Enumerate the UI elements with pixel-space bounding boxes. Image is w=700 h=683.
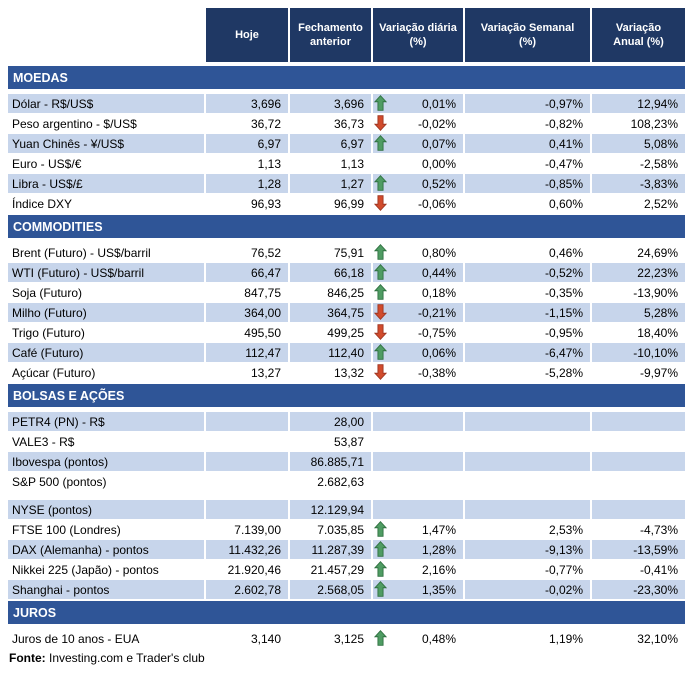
cell-hoje: 1,13 bbox=[206, 154, 290, 173]
cell-variacao-diaria bbox=[373, 243, 465, 262]
cell-fechamento-anterior: 3,125 bbox=[290, 629, 373, 648]
cell-fechamento-anterior: 3,696 bbox=[290, 94, 373, 113]
cell-variacao-diaria bbox=[373, 154, 465, 173]
cell-variacao-semanal: -0,85% bbox=[465, 174, 592, 193]
down-arrow-icon bbox=[374, 115, 387, 131]
cell-variacao-anual: -4,73% bbox=[639, 522, 678, 537]
cell-hoje: 3,696 bbox=[206, 94, 290, 113]
cell-variacao-anual: -0,41% bbox=[639, 562, 678, 577]
cell-fechamento-anterior: 499,25 bbox=[290, 323, 373, 342]
cell-fechamento-anterior: 12.129,94 bbox=[290, 500, 373, 519]
table-row bbox=[8, 540, 685, 559]
variacao-diaria-value: 2,16% bbox=[421, 562, 456, 577]
cell-variacao-semanal: -0,47% bbox=[465, 154, 592, 173]
cell-fechamento-anterior: 11.287,39 bbox=[290, 540, 373, 559]
cell-variacao-semanal: 2,53% bbox=[465, 520, 592, 539]
cell-hoje: 66,47 bbox=[206, 263, 290, 282]
cell-variacao-semanal: 0,46% bbox=[465, 243, 592, 262]
row-label: Índice DXY bbox=[8, 194, 206, 213]
cell-variacao-semanal: -0,02% bbox=[465, 580, 592, 599]
cell-variacao-semanal bbox=[465, 472, 592, 491]
table-row bbox=[8, 432, 685, 451]
cell-fechamento-anterior: 53,87 bbox=[290, 432, 373, 451]
cell-fechamento-anterior: 7.035,85 bbox=[290, 520, 373, 539]
variacao-diaria-value: 0,06% bbox=[421, 345, 456, 360]
cell-fechamento-anterior: 28,00 bbox=[290, 412, 373, 431]
up-arrow-icon bbox=[374, 264, 387, 280]
cell-fechamento-anterior: 21.457,29 bbox=[290, 560, 373, 579]
cell-variacao-anual: 18,40% bbox=[637, 325, 678, 340]
cell-hoje bbox=[206, 432, 290, 451]
cell-hoje: 76,52 bbox=[206, 243, 290, 262]
table-row bbox=[8, 323, 685, 342]
cell-variacao-diaria bbox=[373, 580, 465, 599]
cell-variacao-semanal bbox=[465, 432, 592, 451]
column-header-text: (%) bbox=[518, 36, 537, 48]
cell-variacao-anual: -2,58% bbox=[639, 156, 678, 171]
row-label: Libra - US$/£ bbox=[8, 174, 206, 193]
cell-hoje bbox=[206, 472, 290, 491]
cell-fechamento-anterior: 75,91 bbox=[290, 243, 373, 262]
table-row bbox=[8, 243, 685, 262]
variacao-diaria-value: 0,48% bbox=[421, 631, 456, 646]
row-label: Milho (Futuro) bbox=[8, 303, 206, 322]
row-label: Dólar - R$/US$ bbox=[8, 94, 206, 113]
row-label: Juros de 10 anos - EUA bbox=[8, 629, 206, 648]
cell-hoje bbox=[206, 412, 290, 431]
table-row bbox=[8, 174, 685, 193]
cell-variacao-diaria bbox=[373, 194, 465, 213]
variacao-diaria-value: 1,35% bbox=[421, 582, 456, 597]
row-label: NYSE (pontos) bbox=[8, 500, 206, 519]
column-header-text: Variação Semanal bbox=[480, 21, 575, 34]
column-header-text: Variação bbox=[615, 21, 662, 34]
cell-variacao-anual: 5,28% bbox=[592, 303, 685, 322]
cell-variacao-diaria bbox=[373, 432, 465, 451]
cell-hoje: 13,27 bbox=[206, 363, 290, 382]
column-header-variacao-semanal bbox=[465, 8, 592, 62]
row-label: PETR4 (PN) - R$ bbox=[8, 412, 206, 431]
cell-fechamento-anterior: 36,73 bbox=[290, 114, 373, 133]
cell-variacao-anual: -3,83% bbox=[592, 174, 685, 193]
column-header-text: Fechamento bbox=[298, 21, 363, 34]
cell-fechamento-anterior: 112,40 bbox=[290, 343, 373, 362]
cell-fechamento-anterior: 2.568,05 bbox=[290, 580, 373, 599]
cell-hoje bbox=[206, 452, 290, 471]
cell-variacao-diaria bbox=[373, 452, 465, 471]
cell-fechamento-anterior: 86.885,71 bbox=[290, 452, 373, 471]
cell-variacao-diaria bbox=[373, 343, 465, 362]
table-row bbox=[8, 263, 685, 282]
cell-variacao-diaria bbox=[373, 629, 465, 648]
section-header-juros: JUROS bbox=[8, 601, 685, 624]
cell-fechamento-anterior: 6,97 bbox=[290, 134, 373, 153]
cell-variacao-diaria bbox=[373, 412, 465, 431]
table-row bbox=[8, 363, 685, 382]
cell-variacao-anual: -10,10% bbox=[592, 343, 685, 362]
cell-variacao-anual: 12,94% bbox=[592, 94, 685, 113]
column-header-variacao-anual bbox=[592, 8, 685, 62]
section-header-bolsas-e-a-es: BOLSAS E AÇÕES bbox=[8, 384, 685, 407]
table-row bbox=[8, 560, 685, 579]
column-header-hoje bbox=[206, 8, 290, 62]
cell-variacao-semanal: -0,95% bbox=[465, 323, 592, 342]
cell-variacao-diaria bbox=[373, 94, 465, 113]
table-row bbox=[8, 114, 685, 133]
cell-variacao-diaria bbox=[373, 114, 465, 133]
variacao-diaria-value: 0,01% bbox=[421, 96, 456, 111]
cell-hoje: 96,93 bbox=[206, 194, 290, 213]
cell-variacao-anual: -23,30% bbox=[592, 580, 685, 599]
up-arrow-icon bbox=[374, 630, 387, 646]
cell-variacao-anual: -9,97% bbox=[639, 365, 678, 380]
down-arrow-icon bbox=[374, 304, 387, 320]
cell-variacao-semanal bbox=[465, 452, 592, 471]
down-arrow-icon bbox=[374, 324, 387, 340]
column-header-text: anterior bbox=[310, 36, 351, 48]
row-label: S&P 500 (pontos) bbox=[8, 472, 206, 491]
variacao-diaria-value: -0,75% bbox=[417, 325, 456, 340]
cell-variacao-anual: 32,10% bbox=[637, 631, 678, 646]
column-header-variacao-diaria bbox=[373, 8, 465, 62]
row-label: VALE3 - R$ bbox=[8, 432, 206, 451]
column-header-text: Variação diária bbox=[379, 21, 457, 34]
cell-variacao-semanal bbox=[465, 412, 592, 431]
cell-variacao-diaria bbox=[373, 323, 465, 342]
row-label: Shanghai - pontos bbox=[8, 580, 206, 599]
cell-variacao-semanal: -0,82% bbox=[465, 114, 592, 133]
table-row bbox=[8, 580, 685, 599]
table-row bbox=[8, 283, 685, 302]
variacao-diaria-value: 0,80% bbox=[421, 245, 456, 260]
cell-variacao-semanal: 0,41% bbox=[465, 134, 592, 153]
table-row bbox=[8, 500, 685, 519]
cell-variacao-anual bbox=[592, 500, 685, 519]
cell-variacao-semanal: 0,60% bbox=[465, 194, 592, 213]
cell-hoje: 6,97 bbox=[206, 134, 290, 153]
cell-variacao-semanal: -1,15% bbox=[465, 303, 592, 322]
cell-hoje: 1,28 bbox=[206, 174, 290, 193]
column-header-fechamento-anterior bbox=[290, 8, 373, 62]
cell-variacao-diaria bbox=[373, 540, 465, 559]
cell-variacao-semanal: -5,28% bbox=[465, 363, 592, 382]
column-header-text: Hoje bbox=[235, 28, 259, 41]
table-row bbox=[8, 154, 685, 173]
up-arrow-icon bbox=[374, 344, 387, 360]
cell-fechamento-anterior: 96,99 bbox=[290, 194, 373, 213]
cell-hoje: 847,75 bbox=[206, 283, 290, 302]
column-header-text: Anual (%) bbox=[613, 36, 664, 48]
table-row bbox=[8, 94, 685, 113]
row-label: Ibovespa (pontos) bbox=[8, 452, 206, 471]
blank-spacer-row bbox=[8, 492, 685, 500]
cell-variacao-diaria bbox=[373, 500, 465, 519]
cell-fechamento-anterior: 1,13 bbox=[290, 154, 373, 173]
up-arrow-icon bbox=[374, 561, 387, 577]
cell-variacao-diaria bbox=[373, 560, 465, 579]
row-label: WTI (Futuro) - US$/barril bbox=[8, 263, 206, 282]
variacao-diaria-value: 0,44% bbox=[421, 265, 456, 280]
variacao-diaria-value: -0,02% bbox=[417, 116, 456, 131]
row-label: Yuan Chinês - ¥/US$ bbox=[8, 134, 206, 153]
cell-hoje: 36,72 bbox=[206, 114, 290, 133]
variacao-diaria-value: 0,00% bbox=[421, 156, 456, 171]
cell-hoje: 21.920,46 bbox=[206, 560, 290, 579]
table-row bbox=[8, 629, 685, 648]
table-row bbox=[8, 452, 685, 471]
row-label: Nikkei 225 (Japão) - pontos bbox=[8, 560, 206, 579]
cell-hoje: 364,00 bbox=[206, 303, 290, 322]
cell-variacao-semanal: -0,35% bbox=[465, 283, 592, 302]
up-arrow-icon bbox=[374, 284, 387, 300]
cell-variacao-anual bbox=[592, 452, 685, 471]
cell-variacao-semanal: -0,52% bbox=[465, 263, 592, 282]
financial-summary-table bbox=[8, 8, 685, 665]
row-label: Brent (Futuro) - US$/barril bbox=[8, 243, 206, 262]
cell-variacao-diaria bbox=[373, 283, 465, 302]
cell-hoje: 7.139,00 bbox=[206, 520, 290, 539]
up-arrow-icon bbox=[374, 135, 387, 151]
row-label: Café (Futuro) bbox=[8, 343, 206, 362]
table-row bbox=[8, 472, 685, 491]
cell-variacao-anual: 2,52% bbox=[643, 196, 678, 211]
cell-fechamento-anterior: 66,18 bbox=[290, 263, 373, 282]
cell-variacao-semanal bbox=[465, 500, 592, 519]
row-label: DAX (Alemanha) - pontos bbox=[8, 540, 206, 559]
cell-variacao-diaria bbox=[373, 303, 465, 322]
down-arrow-icon bbox=[374, 364, 387, 380]
cell-hoje: 11.432,26 bbox=[206, 540, 290, 559]
section-header-moedas: MOEDAS bbox=[8, 66, 685, 89]
row-label: Açúcar (Futuro) bbox=[8, 363, 206, 382]
source-note-text: Investing.com e Trader's club bbox=[45, 651, 205, 665]
column-header-text: (%) bbox=[409, 36, 427, 48]
cell-variacao-diaria bbox=[373, 472, 465, 491]
cell-variacao-semanal: -9,13% bbox=[465, 540, 592, 559]
cell-fechamento-anterior: 1,27 bbox=[290, 174, 373, 193]
source-note bbox=[8, 651, 685, 665]
cell-variacao-anual: 22,23% bbox=[592, 263, 685, 282]
variacao-diaria-value: -0,21% bbox=[417, 305, 456, 320]
cell-variacao-diaria bbox=[373, 134, 465, 153]
row-label: Peso argentino - $/US$ bbox=[8, 114, 206, 133]
table-row bbox=[8, 303, 685, 322]
cell-variacao-semanal: 1,19% bbox=[465, 629, 592, 648]
down-arrow-icon bbox=[374, 195, 387, 211]
up-arrow-icon bbox=[374, 541, 387, 557]
cell-variacao-anual: 5,08% bbox=[592, 134, 685, 153]
cell-variacao-anual: 108,23% bbox=[630, 116, 678, 131]
row-label: Trigo (Futuro) bbox=[8, 323, 206, 342]
cell-fechamento-anterior: 846,25 bbox=[290, 283, 373, 302]
up-arrow-icon bbox=[374, 95, 387, 111]
table-row bbox=[8, 520, 685, 539]
cell-hoje: 3,140 bbox=[206, 629, 290, 648]
table-header bbox=[8, 8, 685, 62]
cell-hoje bbox=[206, 500, 290, 519]
cell-variacao-anual: 24,69% bbox=[637, 245, 678, 260]
table-body bbox=[8, 66, 685, 648]
row-label: Euro - US$/€ bbox=[8, 154, 206, 173]
cell-variacao-anual bbox=[592, 412, 685, 431]
row-label: Soja (Futuro) bbox=[8, 283, 206, 302]
cell-hoje: 112,47 bbox=[206, 343, 290, 362]
cell-variacao-semanal: -0,97% bbox=[465, 94, 592, 113]
up-arrow-icon bbox=[374, 581, 387, 597]
up-arrow-icon bbox=[374, 244, 387, 260]
section-header-commodities: COMMODITIES bbox=[8, 215, 685, 238]
cell-fechamento-anterior: 364,75 bbox=[290, 303, 373, 322]
cell-hoje: 495,50 bbox=[206, 323, 290, 342]
cell-variacao-diaria bbox=[373, 263, 465, 282]
cell-hoje: 2.602,78 bbox=[206, 580, 290, 599]
variacao-diaria-value: 0,18% bbox=[421, 285, 456, 300]
cell-variacao-anual: -13,90% bbox=[633, 285, 678, 300]
table-row bbox=[8, 412, 685, 431]
up-arrow-icon bbox=[374, 175, 387, 191]
table-row bbox=[8, 134, 685, 153]
cell-variacao-semanal: -6,47% bbox=[465, 343, 592, 362]
cell-variacao-diaria bbox=[373, 520, 465, 539]
cell-variacao-anual: -13,59% bbox=[592, 540, 685, 559]
cell-fechamento-anterior: 13,32 bbox=[290, 363, 373, 382]
cell-variacao-anual bbox=[592, 432, 685, 451]
table-row bbox=[8, 343, 685, 362]
cell-variacao-anual bbox=[592, 472, 685, 491]
variacao-diaria-value: 1,28% bbox=[421, 542, 456, 557]
cell-variacao-diaria bbox=[373, 174, 465, 193]
source-note-label: Fonte: bbox=[9, 651, 46, 665]
variacao-diaria-value: -0,06% bbox=[417, 196, 456, 211]
variacao-diaria-value: 1,47% bbox=[421, 522, 456, 537]
header-empty-cell bbox=[8, 8, 206, 62]
variacao-diaria-value: -0,38% bbox=[417, 365, 456, 380]
variacao-diaria-value: 0,07% bbox=[421, 136, 456, 151]
cell-fechamento-anterior: 2.682,63 bbox=[290, 472, 373, 491]
up-arrow-icon bbox=[374, 521, 387, 537]
variacao-diaria-value: 0,52% bbox=[421, 176, 456, 191]
row-label: FTSE 100 (Londres) bbox=[8, 520, 206, 539]
cell-variacao-diaria bbox=[373, 363, 465, 382]
table-row bbox=[8, 194, 685, 213]
cell-variacao-semanal: -0,77% bbox=[465, 560, 592, 579]
